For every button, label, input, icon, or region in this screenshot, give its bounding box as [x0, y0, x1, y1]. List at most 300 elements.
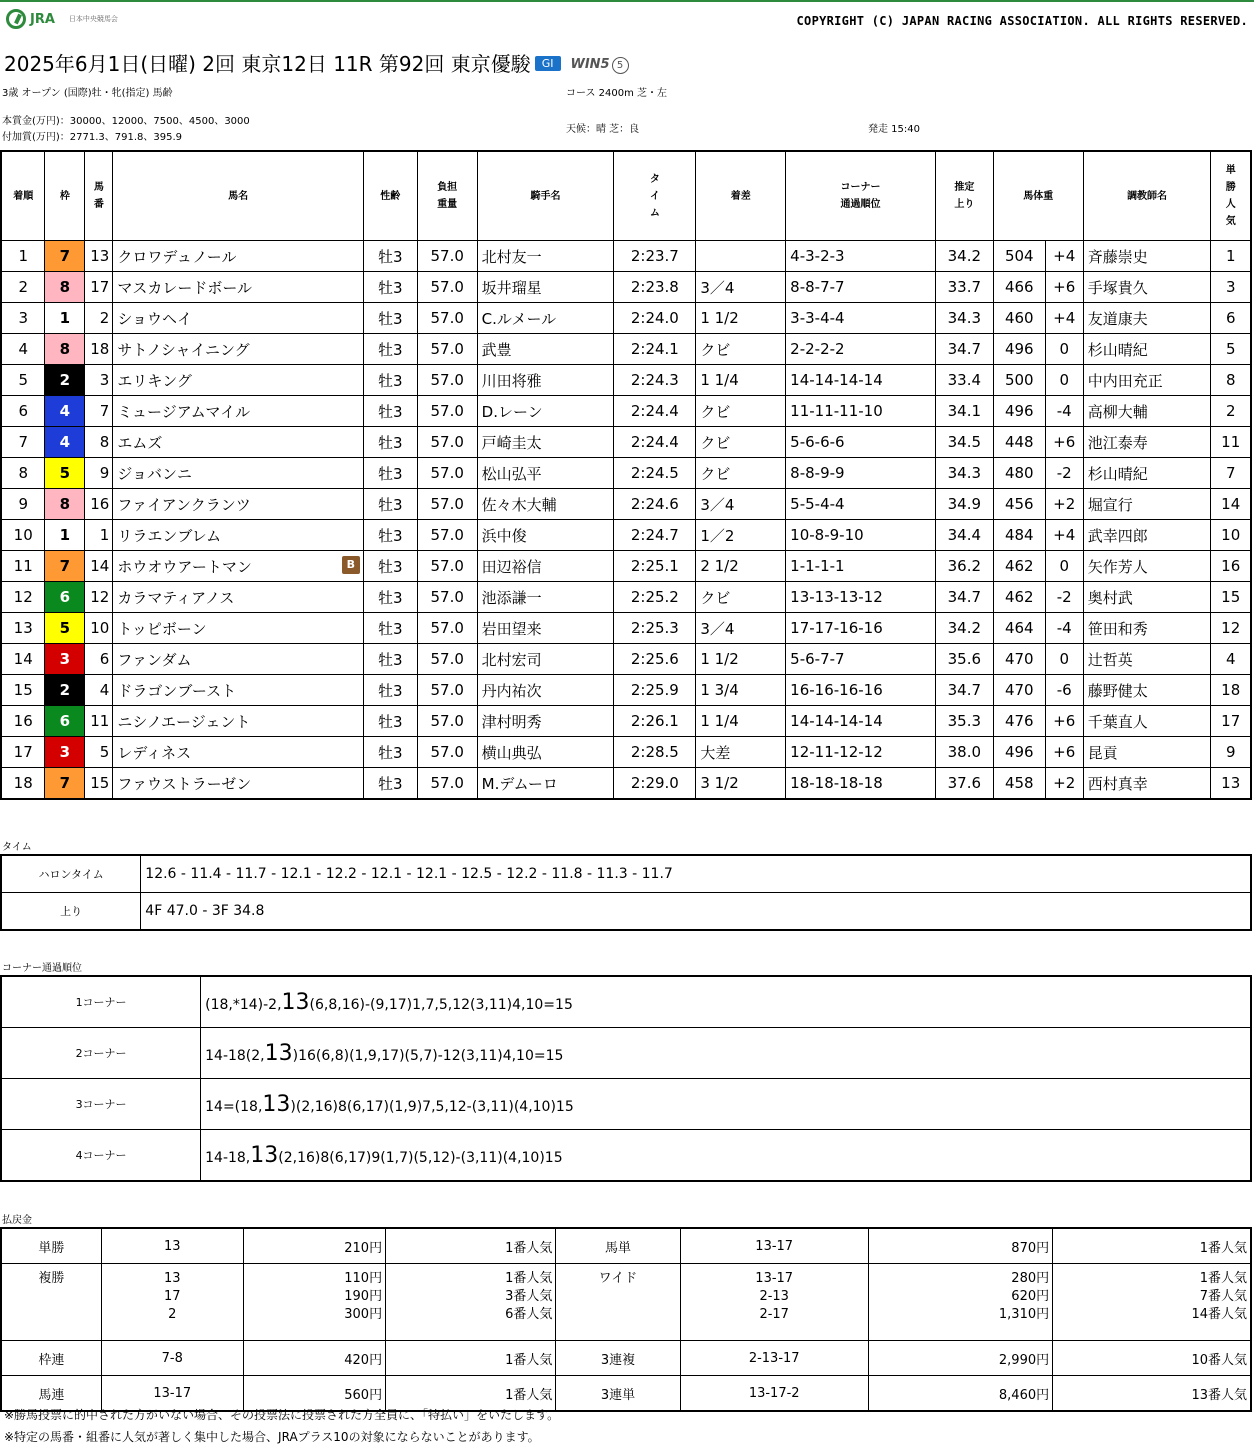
header-number [85, 151, 113, 241]
body-weight-cell: 470 [993, 675, 1045, 706]
header-weight-carried-text: 負担 重量 [437, 182, 458, 210]
popularity-cell: 7 [1211, 458, 1251, 489]
time-cell: 2:24.6 [614, 489, 696, 520]
body-weight-diff-cell: +6 [1045, 272, 1083, 303]
rank-cell: 5 [1, 365, 45, 396]
jockey-cell[interactable]: D.レーン [477, 396, 614, 427]
corner-row [1, 976, 1251, 1028]
horse-name-cell[interactable] [113, 613, 363, 644]
table-row [1, 768, 1251, 800]
popularity-cell: 9 [1211, 737, 1251, 768]
bet-numbers [101, 1228, 243, 1264]
header-sex-age: 性齢 [363, 151, 417, 241]
bet-payout-value: 210円 [344, 1240, 383, 1256]
number-cell: 5 [85, 737, 113, 768]
table-row [1, 706, 1251, 737]
popularity-cell: 18 [1211, 675, 1251, 706]
weight-carried-cell: 57.0 [417, 706, 477, 737]
body-weight-cell: 484 [993, 520, 1045, 551]
horse-name-cell[interactable] [113, 644, 363, 675]
bet-payout [243, 1264, 385, 1341]
horse-name[interactable]: サトノシャイニング [117, 340, 250, 359]
furlong-label: ハロンタイム [1, 855, 141, 893]
body-weight-diff-cell: 0 [1045, 334, 1083, 365]
horse-name-cell[interactable] [113, 706, 363, 737]
body-weight-diff-cell: +2 [1045, 489, 1083, 520]
frame-cell: 6 [45, 582, 85, 613]
header-trainer: 調教師名 [1083, 151, 1211, 241]
bet-popularity-value: 1番人気 [505, 1271, 553, 1286]
bet-popularity [1053, 1228, 1251, 1264]
horse-name-cell[interactable] [113, 427, 363, 458]
body-weight-diff-cell: +4 [1045, 241, 1083, 272]
bet-popularity-value: 1番人気 [1199, 1271, 1247, 1286]
margin-cell: 1 3/4 [696, 675, 786, 706]
number-cell: 15 [85, 768, 113, 800]
body-weight-cell: 496 [993, 396, 1045, 427]
jockey-cell[interactable]: 丹内祐次 [477, 675, 614, 706]
results-table [0, 150, 1252, 800]
horse-name[interactable]: ミュージアムマイル [117, 402, 251, 421]
popularity-cell: 4 [1211, 644, 1251, 675]
weight-carried-cell: 57.0 [417, 303, 477, 334]
corner-label: 3コーナー [1, 1079, 201, 1130]
weather-track: 天候：晴 芝：良 [566, 124, 640, 135]
jockey-cell[interactable]: M.デムーロ [477, 768, 614, 800]
bet-numbers-value: 13 [163, 1271, 181, 1286]
trainer-cell[interactable]: 杉山晴紀 [1083, 334, 1211, 365]
rank-cell: 1 [1, 241, 45, 272]
header-rank: 着順 [1, 151, 45, 241]
frame-cell: 4 [45, 427, 85, 458]
corner-row [1, 1079, 1251, 1130]
jockey-cell[interactable]: 佐々木大輔 [477, 489, 614, 520]
jockey-cell[interactable]: 北村宏司 [477, 644, 614, 675]
last3f-cell: 34.3 [935, 458, 993, 489]
rank-cell: 4 [1, 334, 45, 365]
grade-badge: GI [535, 56, 561, 71]
body-weight-cell: 496 [993, 334, 1045, 365]
horse-name-cell[interactable] [113, 396, 363, 427]
time-table [0, 854, 1252, 931]
sex-age-cell: 牡3 [363, 613, 417, 644]
body-weight-diff-cell: -4 [1045, 613, 1083, 644]
time-section-label: タイム [2, 842, 32, 853]
horse-name[interactable]: クロワデュノール [117, 247, 237, 266]
popularity-cell: 2 [1211, 396, 1251, 427]
trainer-cell[interactable]: 昆貢 [1083, 737, 1211, 768]
bet-type-label: ワイド [556, 1264, 680, 1341]
horse-name[interactable]: ドラゴンブースト [117, 681, 237, 700]
popularity-cell: 16 [1211, 551, 1251, 582]
number-cell: 2 [85, 303, 113, 334]
bet-payout [243, 1341, 385, 1376]
trainer-cell[interactable]: 斉藤崇史 [1083, 241, 1211, 272]
trainer-cell[interactable]: 千葉直人 [1083, 706, 1211, 737]
horse-name[interactable]: トッピボーン [117, 619, 207, 638]
corner-cell: 13-13-13-12 [786, 582, 936, 613]
rank-cell: 9 [1, 489, 45, 520]
horse-name-cell[interactable] [113, 365, 363, 396]
margin-cell: クビ [696, 458, 786, 489]
rank-cell: 16 [1, 706, 45, 737]
time-cell: 2:24.7 [614, 520, 696, 551]
bet-numbers-value: 2-13 [759, 1289, 789, 1304]
horse-name-cell[interactable] [113, 582, 363, 613]
table-row [1, 427, 1251, 458]
frame-cell: 2 [45, 675, 85, 706]
frame-cell: 5 [45, 613, 85, 644]
table-row [1, 675, 1251, 706]
margin-cell: 3／4 [696, 272, 786, 303]
body-weight-diff-cell: +6 [1045, 427, 1083, 458]
header-popularity [1211, 151, 1251, 241]
popularity-cell: 10 [1211, 520, 1251, 551]
body-weight-cell: 496 [993, 737, 1045, 768]
frame-cell: 3 [45, 644, 85, 675]
corner-order-pre: 14-18(2, [205, 1047, 265, 1064]
bet-payout [868, 1341, 1052, 1376]
popularity-cell: 3 [1211, 272, 1251, 303]
bet-popularity [1053, 1341, 1251, 1376]
body-weight-cell: 462 [993, 582, 1045, 613]
sex-age-cell: 牡3 [363, 396, 417, 427]
horse-name-cell[interactable] [113, 272, 363, 303]
number-cell: 12 [85, 582, 113, 613]
jockey-cell[interactable]: 坂井瑠星 [477, 272, 614, 303]
frame-cell: 1 [45, 303, 85, 334]
bet-numbers-value: 2-17 [759, 1307, 789, 1322]
corner-cell: 5-6-6-6 [786, 427, 936, 458]
trainer-cell[interactable]: 手塚貴久 [1083, 272, 1211, 303]
jockey-cell[interactable]: 岩田望来 [477, 613, 614, 644]
bet-popularity-value: 14番人気 [1191, 1307, 1247, 1322]
bet-numbers-value: 13 [163, 1238, 181, 1254]
margin-cell: 1 1/4 [696, 706, 786, 737]
bet-numbers-value: 13-17 [755, 1271, 794, 1286]
time-cell: 2:28.5 [614, 737, 696, 768]
post-time: 発走 15:40 [868, 124, 920, 135]
trainer-cell[interactable]: 笹田和秀 [1083, 613, 1211, 644]
last3f-cell: 33.7 [935, 272, 993, 303]
margin-cell [696, 241, 786, 272]
horse-name[interactable]: ショウヘイ [117, 309, 193, 328]
last3f-cell: 34.9 [935, 489, 993, 520]
body-weight-diff-cell: 0 [1045, 644, 1083, 675]
trainer-cell[interactable]: 藤野健太 [1083, 675, 1211, 706]
number-cell: 16 [85, 489, 113, 520]
sex-age-cell: 牡3 [363, 644, 417, 675]
corner-section-label: コーナー通過順位 [2, 963, 82, 974]
bet-payout [868, 1376, 1052, 1412]
horse-name-cell[interactable] [113, 675, 363, 706]
frame-cell: 3 [45, 737, 85, 768]
popularity-cell: 1 [1211, 241, 1251, 272]
agari-label: 上り [1, 893, 141, 931]
bet-numbers-value: 7-8 [161, 1350, 183, 1366]
horse-name-cell[interactable] [113, 768, 363, 800]
margin-cell: 1 1/2 [696, 644, 786, 675]
corner-order [201, 1079, 1251, 1130]
weight-carried-cell: 57.0 [417, 768, 477, 800]
horse-name-cell[interactable] [113, 458, 363, 489]
number-cell: 10 [85, 613, 113, 644]
body-weight-diff-cell: +2 [1045, 768, 1083, 800]
horse-name[interactable]: エムズ [117, 433, 163, 452]
trainer-cell[interactable]: 杉山晴紀 [1083, 458, 1211, 489]
table-row [1, 582, 1251, 613]
header-body-weight: 馬体重 [993, 151, 1083, 241]
horse-name-cell[interactable] [113, 551, 363, 582]
time-cell: 2:24.4 [614, 427, 696, 458]
rank-cell: 7 [1, 427, 45, 458]
corner-winner: 13 [262, 1091, 291, 1117]
race-course: コース 2400m 芝・左 [566, 88, 668, 99]
weight-carried-cell: 57.0 [417, 458, 477, 489]
last3f-cell: 34.4 [935, 520, 993, 551]
corner-cell: 11-11-11-10 [786, 396, 936, 427]
prize-money: 本賞金(万円)：30000、12000、7500、4500、3000 [2, 116, 250, 127]
time-cell: 2:23.8 [614, 272, 696, 303]
horse-name-cell[interactable] [113, 737, 363, 768]
corner-row [1, 1028, 1251, 1079]
jockey-cell[interactable]: 松山弘平 [477, 458, 614, 489]
bet-type-label: 馬単 [556, 1228, 680, 1264]
last3f-cell: 34.1 [935, 396, 993, 427]
agari-row [1, 893, 1251, 931]
rank-cell: 2 [1, 272, 45, 303]
horse-name[interactable]: ホウオウアートマン [117, 557, 252, 576]
bet-payout-value: 190円 [344, 1289, 383, 1304]
table-row [1, 365, 1251, 396]
bet-popularity-value: 6番人気 [505, 1307, 553, 1322]
sex-age-cell: 牡3 [363, 365, 417, 396]
header-last3f [935, 151, 993, 241]
bet-numbers [680, 1341, 868, 1376]
time-cell: 2:23.7 [614, 241, 696, 272]
trainer-cell[interactable]: 高柳大輔 [1083, 396, 1211, 427]
logo-text: JRA [30, 11, 55, 27]
corner-winner: 13 [264, 1040, 293, 1066]
sex-age-cell: 牡3 [363, 458, 417, 489]
horse-name[interactable]: ニシノエージェント [117, 712, 251, 731]
body-weight-diff-cell: 0 [1045, 365, 1083, 396]
horse-name[interactable]: ファイアンクランツ [117, 495, 251, 514]
frame-cell: 8 [45, 334, 85, 365]
extra-prize: 付加賞(万円)：2771.3、791.8、395.9 [2, 132, 183, 143]
payout-body [1, 1228, 1251, 1411]
note-1: ※勝馬投票に的中された方がいない場合、その投票法に投票された方全員に、「特払い」をいたします。 [4, 1408, 560, 1422]
trainer-cell[interactable]: 武幸四郎 [1083, 520, 1211, 551]
number-cell: 7 [85, 396, 113, 427]
bet-numbers [101, 1341, 243, 1376]
last3f-cell: 35.6 [935, 644, 993, 675]
table-row [1, 458, 1251, 489]
rank-cell: 15 [1, 675, 45, 706]
corner-cell: 8-8-7-7 [786, 272, 936, 303]
weight-carried-cell: 57.0 [417, 582, 477, 613]
corner-label: 4コーナー [1, 1130, 201, 1182]
horse-name-cell[interactable] [113, 303, 363, 334]
trainer-cell[interactable]: 矢作芳人 [1083, 551, 1211, 582]
body-weight-cell: 448 [993, 427, 1045, 458]
results-body [1, 241, 1251, 800]
table-row [1, 489, 1251, 520]
corner-cell: 14-14-14-14 [786, 706, 936, 737]
body-weight-cell: 464 [993, 613, 1045, 644]
bet-payout-value: 8,460円 [998, 1387, 1050, 1403]
header-time [614, 151, 696, 241]
header-frame: 枠 [45, 151, 85, 241]
corner-row [1, 1130, 1251, 1182]
body-weight-cell: 466 [993, 272, 1045, 303]
number-cell: 1 [85, 520, 113, 551]
corner-cell: 5-5-4-4 [786, 489, 936, 520]
rank-cell: 3 [1, 303, 45, 334]
body-weight-cell: 500 [993, 365, 1045, 396]
trainer-cell[interactable]: 西村真幸 [1083, 768, 1211, 800]
bet-popularity-value: 7番人気 [1199, 1289, 1247, 1304]
blinker-icon: B [342, 556, 360, 574]
number-cell: 14 [85, 551, 113, 582]
horse-name-cell[interactable] [113, 241, 363, 272]
note-2: ※特定の馬番・組番に人気が著しく集中した場合、JRAプラス10の対象にならないことがあります。 [4, 1430, 540, 1444]
last3f-cell: 36.2 [935, 551, 993, 582]
agari-times: 4F 47.0 - 3F 34.8 [141, 893, 1251, 931]
corner-order [201, 1028, 1251, 1079]
weight-carried-cell: 57.0 [417, 334, 477, 365]
table-row [1, 396, 1251, 427]
jockey-cell[interactable]: 武豊 [477, 334, 614, 365]
table-row [1, 737, 1251, 768]
jockey-cell[interactable]: 津村明秀 [477, 706, 614, 737]
horse-name[interactable]: リラエンブレム [117, 526, 222, 545]
trainer-cell[interactable]: 池江泰寿 [1083, 427, 1211, 458]
bet-payout-value: 620円 [1011, 1289, 1050, 1304]
bet-numbers-value: 13-17 [755, 1238, 794, 1254]
weight-carried-cell: 57.0 [417, 737, 477, 768]
horse-name[interactable]: ファンダム [117, 650, 192, 669]
header-popularity-text: 単 勝 人 気 [1225, 165, 1236, 227]
payout-table [0, 1227, 1252, 1412]
jockey-cell[interactable]: 田辺裕信 [477, 551, 614, 582]
bet-numbers-value: 2-13-17 [748, 1350, 800, 1366]
frame-cell: 8 [45, 272, 85, 303]
sex-age-cell: 牡3 [363, 272, 417, 303]
corner-winner: 13 [281, 989, 310, 1015]
last3f-cell: 34.7 [935, 582, 993, 613]
frame-cell: 7 [45, 551, 85, 582]
trainer-cell[interactable]: 友道康夫 [1083, 303, 1211, 334]
table-row [1, 241, 1251, 272]
jockey-cell[interactable]: C.ルメール [477, 303, 614, 334]
copyright: COPYRIGHT (C) JAPAN RACING ASSOCIATION. ALL RIGHTS RESERVED. [796, 14, 1248, 28]
number-cell: 11 [85, 706, 113, 737]
corner-order [201, 1130, 1251, 1182]
frame-cell: 2 [45, 365, 85, 396]
jockey-cell[interactable]: 池添謙一 [477, 582, 614, 613]
corner-cell: 18-18-18-18 [786, 768, 936, 800]
rank-cell: 18 [1, 768, 45, 800]
popularity-cell: 5 [1211, 334, 1251, 365]
jockey-cell[interactable]: 川田将雅 [477, 365, 614, 396]
popularity-cell: 6 [1211, 303, 1251, 334]
jockey-cell[interactable]: 戸崎圭太 [477, 427, 614, 458]
trainer-cell[interactable]: 中内田充正 [1083, 365, 1211, 396]
rank-cell: 11 [1, 551, 45, 582]
jockey-cell[interactable]: 横山典弘 [477, 737, 614, 768]
bet-payout [868, 1228, 1052, 1264]
last3f-cell: 34.7 [935, 334, 993, 365]
horse-name-cell[interactable] [113, 489, 363, 520]
bet-numbers [680, 1228, 868, 1264]
horse-name-cell[interactable] [113, 520, 363, 551]
horse-name[interactable]: ジョバンニ [117, 464, 193, 483]
sex-age-cell: 牡3 [363, 520, 417, 551]
bet-type-label: 単勝 [1, 1228, 101, 1264]
time-cell: 2:26.1 [614, 706, 696, 737]
jra-logo[interactable] [6, 8, 118, 30]
race-conditions: 3歳 オープン (国際)牡・牝(指定) 馬齢 [2, 88, 173, 99]
popularity-cell: 15 [1211, 582, 1251, 613]
frame-cell: 6 [45, 706, 85, 737]
bet-type-label: 馬連 [1, 1376, 101, 1412]
last3f-cell: 33.4 [935, 365, 993, 396]
weight-carried-cell: 57.0 [417, 551, 477, 582]
frame-cell: 7 [45, 241, 85, 272]
horse-name[interactable]: ファウストラーゼン [117, 774, 252, 793]
bet-popularity [1053, 1376, 1251, 1412]
body-weight-diff-cell: +4 [1045, 303, 1083, 334]
horse-name-cell[interactable] [113, 334, 363, 365]
horse-name[interactable]: カラマティアノス [117, 588, 235, 607]
number-cell: 9 [85, 458, 113, 489]
corner-label: 2コーナー [1, 1028, 201, 1079]
jockey-cell[interactable]: 浜中俊 [477, 520, 614, 551]
bet-payout-value: 110円 [344, 1271, 383, 1286]
trainer-cell[interactable]: 堀宣行 [1083, 489, 1211, 520]
weight-carried-cell: 57.0 [417, 489, 477, 520]
header-time-text: タ イ ム [649, 173, 660, 219]
jockey-cell[interactable]: 北村友一 [477, 241, 614, 272]
time-cell: 2:24.5 [614, 458, 696, 489]
rank-cell: 14 [1, 644, 45, 675]
trainer-cell[interactable]: 辻哲英 [1083, 644, 1211, 675]
header-weight-carried [417, 151, 477, 241]
last3f-cell: 34.2 [935, 241, 993, 272]
bet-popularity [386, 1228, 556, 1264]
horse-name[interactable]: マスカレードボール [117, 278, 253, 297]
popularity-cell: 13 [1211, 768, 1251, 800]
body-weight-diff-cell: 0 [1045, 551, 1083, 582]
last3f-cell: 34.7 [935, 675, 993, 706]
bet-popularity [386, 1341, 556, 1376]
horse-name[interactable]: レディネス [117, 743, 192, 762]
time-cell: 2:24.3 [614, 365, 696, 396]
trainer-cell[interactable]: 奥村武 [1083, 582, 1211, 613]
last3f-cell: 35.3 [935, 706, 993, 737]
sex-age-cell: 牡3 [363, 303, 417, 334]
corner-cell: 14-14-14-14 [786, 365, 936, 396]
last3f-cell: 38.0 [935, 737, 993, 768]
weight-carried-cell: 57.0 [417, 396, 477, 427]
bet-numbers [680, 1376, 868, 1412]
body-weight-cell: 458 [993, 768, 1045, 800]
horse-name[interactable]: エリキング [117, 371, 192, 390]
furlong-times: 12.6 - 11.4 - 11.7 - 12.1 - 12.2 - 12.1 - 12.1 - 12.5 - 12.2 - 11.8 - 11.3 - 11.7 [141, 855, 1251, 893]
popularity-cell: 17 [1211, 706, 1251, 737]
margin-cell: 大差 [696, 737, 786, 768]
